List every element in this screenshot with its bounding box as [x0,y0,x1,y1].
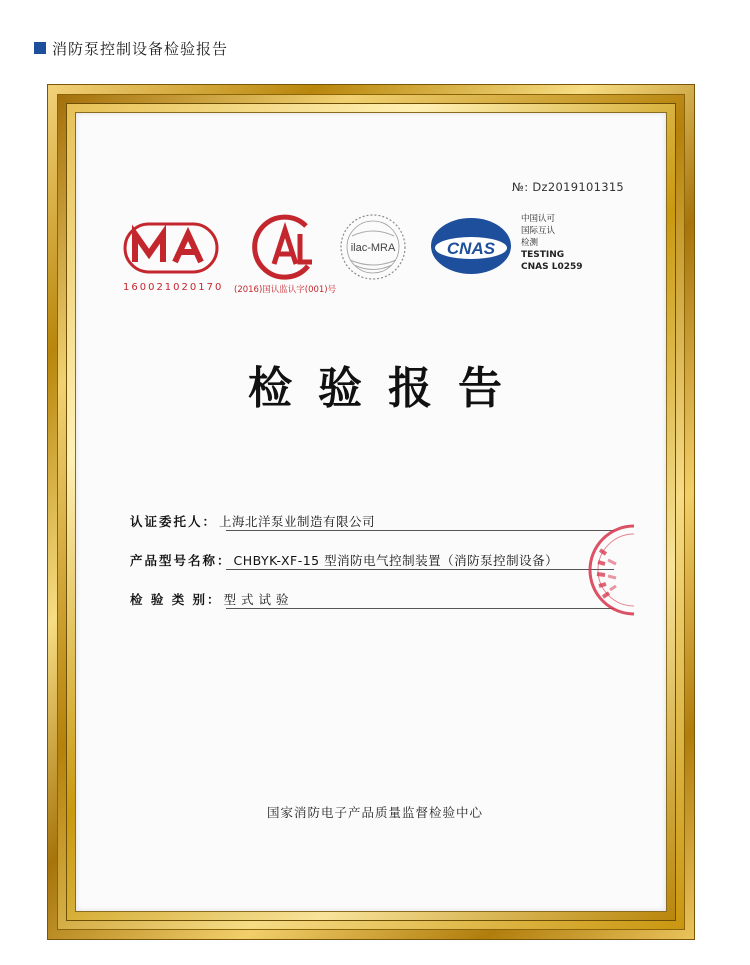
field-test-type [130,590,289,608]
report-title: 检验报告 [248,363,528,414]
ilac-mark: ilac-MRA [350,242,396,254]
field-client-underline [226,530,614,531]
cnas-line: 检测 [521,238,539,248]
official-seal-icon [586,520,634,620]
cnas-line: CNAS L0259 [521,262,583,272]
issuing-authority: 国家消防电子产品质量监督检验中心 [266,805,483,820]
header-square-icon [34,42,46,54]
page-header [34,38,228,58]
field-client-value: 上海北洋泵业制造有限公司 [219,514,376,529]
page-title: 消防泵控制设备检验报告 [52,39,229,58]
field-test-type-label: 检 验 类 别： [130,592,222,607]
cma-logo-icon [123,222,219,274]
cnas-logo-icon [428,214,514,278]
field-client [130,512,375,530]
cnas-line: TESTING [521,250,565,260]
cnas-mark: CNAS [446,239,496,258]
cal-code: (2016)国认监认字(001)号 [234,285,337,295]
report-number: №: Dz2019101315 [512,180,625,194]
cnas-caption [521,213,583,273]
field-product [130,551,558,569]
cal-logo-icon [248,212,322,280]
cma-code: 160021020170 [123,282,224,293]
field-product-value: CHBYK-XF-15 型消防电气控制装置（消防泵控制设备） [233,553,559,568]
field-product-underline [226,569,614,570]
field-test-type-value: 型 式 试 验 [223,592,289,607]
cnas-line: 中国认可 [521,214,556,224]
field-product-label: 产品型号名称： [130,553,232,568]
ilac-mra-logo-icon [338,212,408,282]
cnas-line: 国际互认 [521,226,556,236]
field-client-label: 认证委托人： [130,514,218,529]
field-test-type-underline [226,608,614,609]
